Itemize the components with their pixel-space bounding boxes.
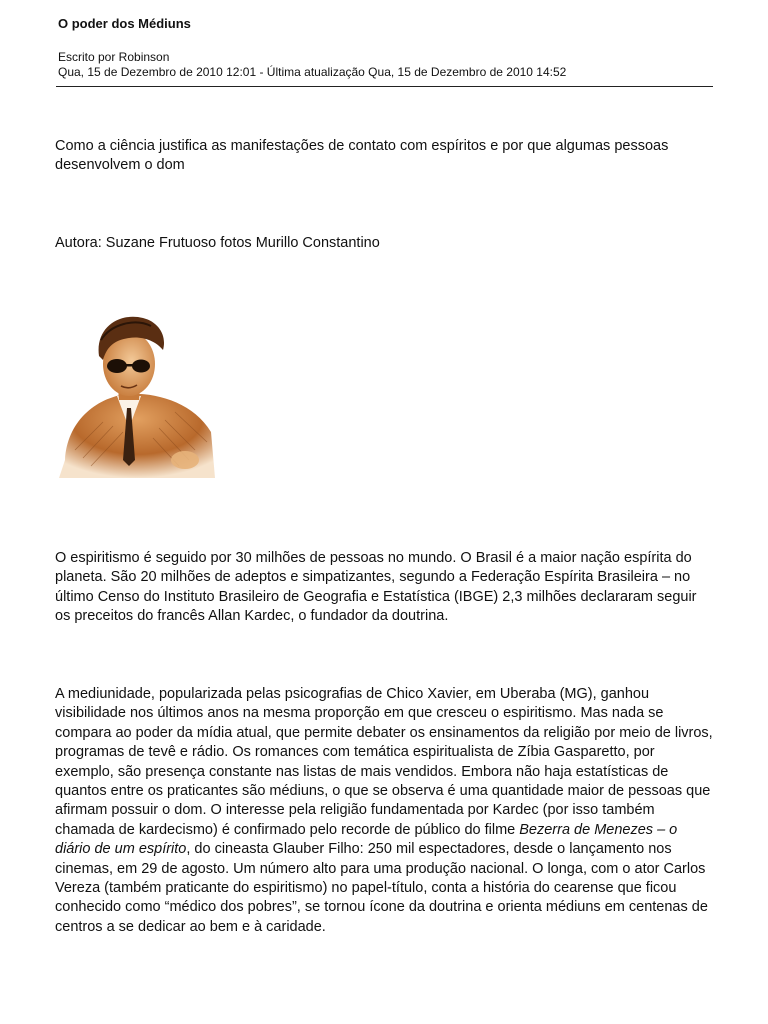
article-title: O poder dos Médiuns bbox=[58, 16, 191, 31]
paragraph-text: A mediunidade, popularizada pelas psicografias de Chico Xavier, em Uberaba (MG), ganhou visibilidade nos últimos anos na mesma proporção em que cresceu o espiritismo. Mas nada se compara ao poder da mídia atual, que permite debater os ensinamentos da religião por meio de livros, programas de tevê e rádio. Os romances com temática espiritualista de Zíbia Gasparetto, por exemplo, são presença constante nas listas de mais vendidos. Embora não haja estatísticas de quantos entre os praticantes são médiuns, o que se observa é uma quantidade maior de pessoas que afirmam possuir o dom. O interesse pela religião fundamentada por Kardec (por isso também chamada de kardecismo) é confirmado pelo recorde de público do filme bbox=[55, 686, 713, 838]
film-title: Bezerra de Menezes – o diário de um espírito bbox=[55, 821, 678, 858]
byline: Escrito por Robinson bbox=[58, 50, 170, 64]
paragraph-spiritism-stats: O espiritismo é seguido por 30 milhões de pessoas no mundo. O Brasil é a maior nação espírita do planeta. São 20 milhões de adeptos e simpatizantes, segundo a Federação Espírita Brasileira – no último Censo do Instituto Brasileiro de Geografia e Estatística (IBGE) 2,3 milhões declararam seguir os preceitos do francês Allan Kardec, o fundador da doutrina. bbox=[55, 550, 697, 625]
article-meta bbox=[58, 50, 566, 80]
portrait-image bbox=[55, 310, 217, 478]
header-divider bbox=[56, 86, 713, 87]
paragraph-mediumship bbox=[55, 685, 715, 937]
sepia-portrait-illustration bbox=[55, 310, 217, 478]
publish-dates: Qua, 15 de Dezembro de 2010 12:01 - Última atualização Qua, 15 de Dezembro de 2010 14:52 bbox=[58, 65, 567, 79]
paragraph-text: , do cineasta Glauber Filho: 250 mil espectadores, desde o lançamento nos cinemas, em 29 de agosto. Um número alto para uma produção nacional. O longa, com o ator Carlos Vereza (também praticante do espiritismo) no papel-título, conta a história do cearense que ficou conhecido como “médico dos pobres”, se tornou ícone da doutrina e orienta médiuns em centenas de centros a se dedicar ao bem e à caridade. bbox=[55, 841, 708, 935]
article-subtitle: Como a ciência justifica as manifestações de contato com espíritos e por que algumas pessoas desenvolvem o dom bbox=[55, 138, 669, 174]
author-credit: Autora: Suzane Frutuoso fotos Murillo Constantino bbox=[55, 235, 380, 251]
